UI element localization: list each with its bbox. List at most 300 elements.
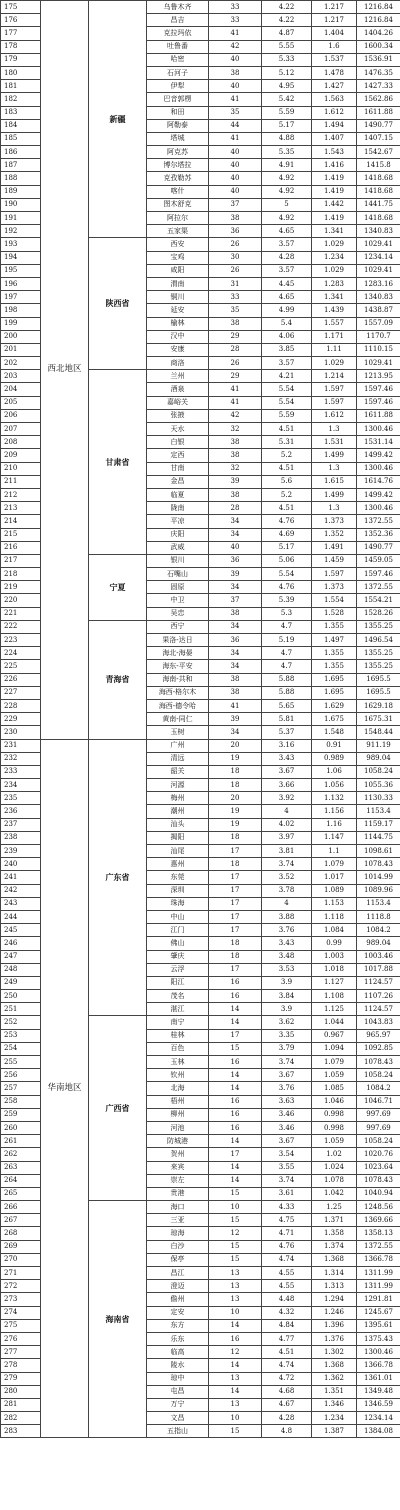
value-cell: 1499.42 (357, 449, 400, 462)
value-cell: 1476.35 (357, 66, 400, 79)
value-cell: 14 (209, 1016, 262, 1029)
row-number: 199 (1, 317, 41, 330)
city-cell: 白银 (147, 436, 209, 449)
row-number: 237 (1, 818, 41, 831)
value-cell: 1.042 (312, 1187, 357, 1200)
value-cell: 1.127 (312, 976, 357, 989)
value-cell: 1.371 (312, 1214, 357, 1227)
city-cell: 中山 (147, 910, 209, 923)
value-cell: 4.71 (262, 1227, 312, 1240)
value-cell: 1597.46 (357, 396, 400, 409)
row-number: 263 (1, 1161, 41, 1174)
value-cell: 5.4 (262, 317, 312, 330)
value-cell: 41 (209, 396, 262, 409)
value-cell: 1245.67 (357, 1306, 400, 1319)
value-cell: 3.76 (262, 1082, 312, 1095)
value-cell: 1089.96 (357, 884, 400, 897)
city-cell: 石嘴山 (147, 568, 209, 581)
value-cell: 1092.85 (357, 1042, 400, 1055)
value-cell: 1372.55 (357, 515, 400, 528)
province-cell: 甘肃省 (89, 370, 147, 555)
row-number: 189 (1, 185, 41, 198)
value-cell: 1248.56 (357, 1201, 400, 1214)
value-cell: 1.156 (312, 805, 357, 818)
row-number: 250 (1, 990, 41, 1003)
city-cell: 宝鸡 (147, 251, 209, 264)
value-cell: 1.563 (312, 93, 357, 106)
value-cell: 38 (209, 66, 262, 79)
value-cell: 1017.88 (357, 963, 400, 976)
row-number: 192 (1, 225, 41, 238)
value-cell: 1078.43 (357, 858, 400, 871)
row-number: 243 (1, 897, 41, 910)
value-cell: 1.355 (312, 660, 357, 673)
value-cell: 1528.26 (357, 607, 400, 620)
city-cell: 云浮 (147, 963, 209, 976)
city-cell: 白沙 (147, 1240, 209, 1253)
value-cell: 3.9 (262, 976, 312, 989)
value-cell: 5.17 (262, 541, 312, 554)
row-number: 188 (1, 172, 41, 185)
value-cell: 1.024 (312, 1161, 357, 1174)
value-cell: 38 (209, 488, 262, 501)
value-cell: 30 (209, 251, 262, 264)
table-row (1, 1, 400, 14)
value-cell: 33 (209, 1, 262, 14)
row-number: 216 (1, 541, 41, 554)
value-cell: 5.33 (262, 53, 312, 66)
value-cell: 1.396 (312, 1319, 357, 1332)
row-number: 193 (1, 238, 41, 251)
value-cell: 3.62 (262, 1016, 312, 1029)
value-cell: 1.695 (312, 673, 357, 686)
city-cell: 来宾 (147, 1161, 209, 1174)
city-cell: 昌吉 (147, 14, 209, 27)
value-cell: 1.234 (312, 251, 357, 264)
value-cell: 1395.61 (357, 1319, 400, 1332)
value-cell: 16 (209, 1095, 262, 1108)
city-cell: 贵港 (147, 1187, 209, 1200)
value-cell: 3.78 (262, 884, 312, 897)
city-cell: 咸阳 (147, 264, 209, 277)
value-cell: 1675.31 (357, 713, 400, 726)
value-cell: 1.6 (312, 40, 357, 53)
row-number: 239 (1, 845, 41, 858)
value-cell: 1349.48 (357, 1385, 400, 1398)
city-cell: 固原 (147, 581, 209, 594)
value-cell: 3.55 (262, 1161, 312, 1174)
row-number: 207 (1, 423, 41, 436)
city-cell: 玉林 (147, 1056, 209, 1069)
value-cell: 4.55 (262, 1280, 312, 1293)
value-cell: 1.283 (312, 277, 357, 290)
value-cell: 3.79 (262, 1042, 312, 1055)
city-cell: 定安 (147, 1306, 209, 1319)
row-number: 268 (1, 1227, 41, 1240)
row-number: 184 (1, 119, 41, 132)
value-cell: 1554.21 (357, 594, 400, 607)
value-cell: 1.084 (312, 924, 357, 937)
value-cell: 5.3 (262, 607, 312, 620)
row-number: 262 (1, 1148, 41, 1161)
value-cell: 10 (209, 1201, 262, 1214)
value-cell: 1153.4 (357, 805, 400, 818)
value-cell: 40 (209, 80, 262, 93)
value-cell: 16 (209, 1332, 262, 1345)
province-cell: 广东省 (89, 739, 147, 1016)
city-cell: 河源 (147, 779, 209, 792)
value-cell: 1.018 (312, 963, 357, 976)
city-cell: 五指山 (147, 1425, 209, 1438)
value-cell: 0.99 (312, 937, 357, 950)
value-cell: 1213.95 (357, 370, 400, 383)
value-cell: 41 (209, 27, 262, 40)
value-cell: 1.079 (312, 1056, 357, 1069)
city-cell: 韶关 (147, 765, 209, 778)
row-number: 212 (1, 488, 41, 501)
value-cell: 28 (209, 343, 262, 356)
city-cell: 延安 (147, 304, 209, 317)
value-cell: 1.078 (312, 1174, 357, 1187)
value-cell: 15 (209, 1253, 262, 1266)
city-cell: 嘉峪关 (147, 396, 209, 409)
city-cell: 庆阳 (147, 528, 209, 541)
row-number: 213 (1, 502, 41, 515)
value-cell: 3.67 (262, 1135, 312, 1148)
row-number: 225 (1, 660, 41, 673)
value-cell: 1.147 (312, 831, 357, 844)
city-cell: 哈密 (147, 53, 209, 66)
city-cell: 甘南 (147, 462, 209, 475)
value-cell: 5.2 (262, 449, 312, 462)
city-cell: 海口 (147, 1201, 209, 1214)
value-cell: 1490.77 (357, 541, 400, 554)
value-cell: 5.54 (262, 568, 312, 581)
row-number: 181 (1, 80, 41, 93)
value-cell: 1.11 (312, 343, 357, 356)
value-cell: 1.597 (312, 396, 357, 409)
value-cell: 989.04 (357, 752, 400, 765)
value-cell: 1361.01 (357, 1372, 400, 1385)
value-cell: 1531.14 (357, 436, 400, 449)
value-cell: 1.368 (312, 1253, 357, 1266)
value-cell: 26 (209, 238, 262, 251)
value-cell: 1300.46 (357, 1346, 400, 1359)
value-cell: 1.439 (312, 304, 357, 317)
value-cell: 1496.54 (357, 634, 400, 647)
value-cell: 12 (209, 1346, 262, 1359)
value-cell: 1490.77 (357, 119, 400, 132)
city-cell: 乐东 (147, 1332, 209, 1345)
value-cell: 1.217 (312, 14, 357, 27)
value-cell: 4.74 (262, 1253, 312, 1266)
city-cell: 海西-格尔木 (147, 686, 209, 699)
row-number: 175 (1, 1, 41, 14)
value-cell: 18 (209, 765, 262, 778)
value-cell: 4 (262, 897, 312, 910)
value-cell: 1.3 (312, 423, 357, 436)
row-number: 215 (1, 528, 41, 541)
row-number: 203 (1, 370, 41, 383)
row-number: 257 (1, 1082, 41, 1095)
value-cell: 3.74 (262, 858, 312, 871)
value-cell: 36 (209, 634, 262, 647)
value-cell: 1078.43 (357, 1174, 400, 1187)
row-number: 178 (1, 40, 41, 53)
value-cell: 1078.43 (357, 1056, 400, 1069)
row-number: 255 (1, 1056, 41, 1069)
value-cell: 1029.41 (357, 264, 400, 277)
row-number: 208 (1, 436, 41, 449)
value-cell: 18 (209, 858, 262, 871)
value-cell: 1170.7 (357, 330, 400, 343)
value-cell: 14 (209, 1082, 262, 1095)
row-number: 221 (1, 607, 41, 620)
value-cell: 4.51 (262, 423, 312, 436)
city-cell: 金昌 (147, 475, 209, 488)
value-cell: 14 (209, 1003, 262, 1016)
value-cell: 32 (209, 462, 262, 475)
value-cell: 38 (209, 673, 262, 686)
value-cell: 39 (209, 475, 262, 488)
city-cell: 酒泉 (147, 383, 209, 396)
row-number: 209 (1, 449, 41, 462)
row-number: 261 (1, 1135, 41, 1148)
city-cell: 陵水 (147, 1359, 209, 1372)
row-number: 245 (1, 924, 41, 937)
value-cell: 38 (209, 686, 262, 699)
value-cell: 40 (209, 159, 262, 172)
city-cell: 东莞 (147, 871, 209, 884)
value-cell: 16 (209, 1056, 262, 1069)
value-cell: 32 (209, 423, 262, 436)
value-cell: 4.02 (262, 818, 312, 831)
row-number: 256 (1, 1069, 41, 1082)
row-number: 280 (1, 1385, 41, 1398)
value-cell: 0.989 (312, 752, 357, 765)
value-cell: 3.43 (262, 937, 312, 950)
value-cell: 4.51 (262, 462, 312, 475)
row-number: 200 (1, 330, 41, 343)
city-cell: 广州 (147, 739, 209, 752)
value-cell: 13 (209, 1293, 262, 1306)
value-cell: 1124.57 (357, 976, 400, 989)
value-cell: 1548.44 (357, 726, 400, 739)
city-cell: 铜川 (147, 291, 209, 304)
value-cell: 1.06 (312, 765, 357, 778)
city-cell: 柳州 (147, 1108, 209, 1121)
value-cell: 17 (209, 845, 262, 858)
value-cell: 1.171 (312, 330, 357, 343)
value-cell: 1695.5 (357, 673, 400, 686)
value-cell: 4.75 (262, 1214, 312, 1227)
city-cell: 博尔塔拉 (147, 159, 209, 172)
value-cell: 1216.84 (357, 1, 400, 14)
value-cell: 4.99 (262, 304, 312, 317)
city-cell: 梅州 (147, 792, 209, 805)
value-cell: 42 (209, 40, 262, 53)
city-cell: 河池 (147, 1121, 209, 1134)
value-cell: 989.04 (357, 937, 400, 950)
value-cell: 19 (209, 752, 262, 765)
value-cell: 1.302 (312, 1346, 357, 1359)
value-cell: 1300.46 (357, 423, 400, 436)
value-cell: 41 (209, 132, 262, 145)
value-cell: 1427.33 (357, 80, 400, 93)
value-cell: 14 (209, 1359, 262, 1372)
city-cell: 乌鲁木齐 (147, 1, 209, 14)
value-cell: 1.373 (312, 515, 357, 528)
value-cell: 1110.15 (357, 343, 400, 356)
value-cell: 1043.83 (357, 1016, 400, 1029)
value-cell: 1.557 (312, 317, 357, 330)
value-cell: 1355.25 (357, 647, 400, 660)
city-cell: 东方 (147, 1319, 209, 1332)
value-cell: 1.427 (312, 80, 357, 93)
value-cell: 1.459 (312, 554, 357, 567)
city-cell: 黄南-同仁 (147, 713, 209, 726)
value-cell: 1.442 (312, 198, 357, 211)
value-cell: 1.234 (312, 1412, 357, 1425)
city-cell: 五家渠 (147, 225, 209, 238)
value-cell: 1153.4 (357, 897, 400, 910)
row-number: 272 (1, 1280, 41, 1293)
value-cell: 16 (209, 990, 262, 1003)
value-cell: 4.51 (262, 502, 312, 515)
value-cell: 3.48 (262, 950, 312, 963)
city-cell: 临高 (147, 1346, 209, 1359)
city-cell: 安康 (147, 343, 209, 356)
value-cell: 3.74 (262, 1174, 312, 1187)
value-cell: 0.998 (312, 1108, 357, 1121)
value-cell: 1.528 (312, 607, 357, 620)
row-number: 204 (1, 383, 41, 396)
value-cell: 1542.67 (357, 146, 400, 159)
value-cell: 1311.99 (357, 1267, 400, 1280)
value-cell: 16 (209, 976, 262, 989)
value-cell: 4.65 (262, 225, 312, 238)
city-cell: 汕尾 (147, 845, 209, 858)
row-number: 185 (1, 132, 41, 145)
row-number: 265 (1, 1187, 41, 1200)
row-number: 201 (1, 343, 41, 356)
value-cell: 5.6 (262, 475, 312, 488)
value-cell: 4.33 (262, 1201, 312, 1214)
row-number: 267 (1, 1214, 41, 1227)
city-cell: 儋州 (147, 1293, 209, 1306)
value-cell: 4.69 (262, 528, 312, 541)
value-cell: 1058.24 (357, 765, 400, 778)
value-cell: 5.2 (262, 488, 312, 501)
value-cell: 1.416 (312, 159, 357, 172)
value-cell: 4.76 (262, 515, 312, 528)
value-cell: 4.92 (262, 172, 312, 185)
value-cell: 3.9 (262, 1003, 312, 1016)
value-cell: 13 (209, 1280, 262, 1293)
city-cell: 克孜勒苏 (147, 172, 209, 185)
value-cell: 20 (209, 792, 262, 805)
city-cell: 百色 (147, 1042, 209, 1055)
city-cell: 临夏 (147, 488, 209, 501)
value-cell: 4.28 (262, 251, 312, 264)
value-cell: 1084.2 (357, 924, 400, 937)
value-cell: 1418.68 (357, 212, 400, 225)
value-cell: 1.675 (312, 713, 357, 726)
city-cell: 兰州 (147, 370, 209, 383)
value-cell: 1311.99 (357, 1280, 400, 1293)
value-cell: 4.8 (262, 1425, 312, 1438)
value-cell: 1355.25 (357, 620, 400, 633)
value-cell: 1003.46 (357, 950, 400, 963)
value-cell: 5.81 (262, 713, 312, 726)
value-cell: 34 (209, 528, 262, 541)
value-cell: 18 (209, 831, 262, 844)
row-number: 191 (1, 212, 41, 225)
value-cell: 3.46 (262, 1121, 312, 1134)
value-cell: 34 (209, 515, 262, 528)
value-cell: 3.35 (262, 1029, 312, 1042)
value-cell: 3.76 (262, 924, 312, 937)
value-cell: 3.97 (262, 831, 312, 844)
value-cell: 19 (209, 805, 262, 818)
value-cell: 1.612 (312, 409, 357, 422)
value-cell: 1.597 (312, 383, 357, 396)
value-cell: 1234.14 (357, 1412, 400, 1425)
row-number: 195 (1, 264, 41, 277)
value-cell: 4.77 (262, 1332, 312, 1345)
value-cell: 1597.46 (357, 383, 400, 396)
value-cell: 1.695 (312, 686, 357, 699)
row-number: 252 (1, 1016, 41, 1029)
city-cell: 肇庆 (147, 950, 209, 963)
city-cell: 汉中 (147, 330, 209, 343)
value-cell: 44 (209, 119, 262, 132)
value-cell: 3.54 (262, 1148, 312, 1161)
value-cell: 41 (209, 699, 262, 712)
value-cell: 1291.81 (357, 1293, 400, 1306)
value-cell: 1.387 (312, 1425, 357, 1438)
value-cell: 5.42 (262, 93, 312, 106)
value-cell: 1352.36 (357, 528, 400, 541)
row-number: 228 (1, 699, 41, 712)
value-cell: 15 (209, 1425, 262, 1438)
value-cell: 1107.26 (357, 990, 400, 1003)
city-cell: 梧州 (147, 1095, 209, 1108)
value-cell: 1.376 (312, 1332, 357, 1345)
value-cell: 5.59 (262, 106, 312, 119)
row-number: 233 (1, 765, 41, 778)
value-cell: 15 (209, 1187, 262, 1200)
city-cell: 深圳 (147, 884, 209, 897)
value-cell: 3.88 (262, 910, 312, 923)
value-cell: 41 (209, 383, 262, 396)
city-cell: 陇南 (147, 502, 209, 515)
value-cell: 17 (209, 884, 262, 897)
value-cell: 1.548 (312, 726, 357, 739)
row-number: 251 (1, 1003, 41, 1016)
row-number: 214 (1, 515, 41, 528)
value-cell: 14 (209, 1319, 262, 1332)
value-cell: 17 (209, 1148, 262, 1161)
value-cell: 1.125 (312, 1003, 357, 1016)
row-number: 219 (1, 581, 41, 594)
region-cell: 华南地区 (41, 739, 89, 1438)
row-number: 274 (1, 1306, 41, 1319)
value-cell: 1.044 (312, 1016, 357, 1029)
value-cell: 14 (209, 1174, 262, 1187)
value-cell: 1.419 (312, 172, 357, 185)
province-cell: 广西省 (89, 1016, 147, 1201)
